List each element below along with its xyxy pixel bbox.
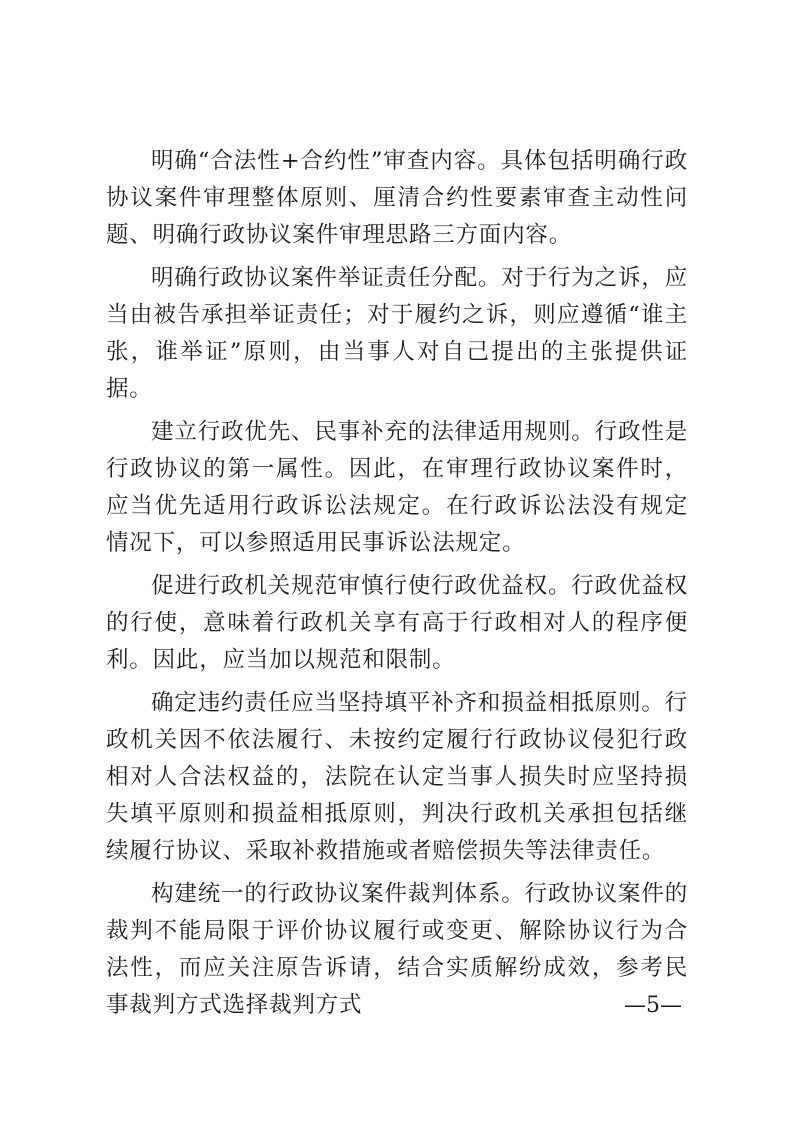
document-body (106, 143, 688, 1030)
page-number: —5— (624, 993, 682, 1018)
paragraph-review-content: 明确“合法性+合约性”审查内容。具体包括明确行政协议案件审理整体原则、厘清合约性要素审查主动性问题、明确行政协议案件审理思路三方面内容。 (106, 148, 688, 248)
paragraph-adjudication-system: 构建统一的行政协议案件裁判体系。行政协议案件的裁判不能局限于评价协议履行或变更、解除协议行为合法性，而应关注原告诉请，结合实质解纷成效，参考民事裁判方式选择裁判方式 (106, 881, 688, 1018)
paragraph-burden-of-proof: 明确行政协议案件举证责任分配。对于行为之诉，应当由被告承担举证责任；对于履约之诉，则应遵循“谁主张，谁举证”原则，由当事人对自己提出的主张提供证据。 (106, 265, 688, 402)
paragraph-liability-for-breach: 确定违约责任应当坚持填平补齐和损益相抵原则。行政机关因不依法履行、未按约定履行行政协议侵犯行政相对人合法权益的，法院在认定当事人损失时应坚持损失填平原则和损益相抵原则，判决行政机关承担包括继续履行协议、采取补救措施或者赔偿损失等法律责任。 (106, 690, 688, 864)
paragraph-law-application: 建立行政优先、民事补充的法律适用规则。行政性是行政协议的第一属性。因此，在审理行政协议案件时，应当优先适用行政诉讼法规定。在行政诉讼法没有规定情况下，可以参照适用民事诉讼法规定。 (106, 419, 688, 556)
paragraph-administrative-privilege: 促进行政机关规范审慎行使行政优益权。行政优益权的行使，意味着行政机关享有高于行政相对人的程序便利。因此，应当加以规范和限制。 (106, 573, 688, 673)
